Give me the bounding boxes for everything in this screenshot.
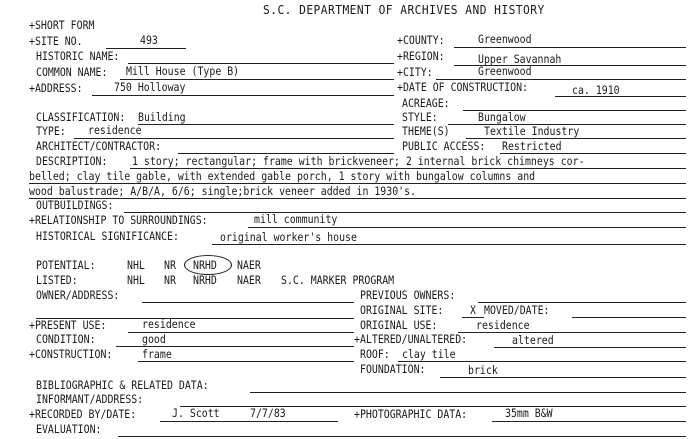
listed-option-nr[interactable]: NR — [164, 273, 176, 287]
roof-label: ROOF: — [360, 347, 390, 361]
bibliographic-label: BIBLIOGRAPHIC & RELATED DATA: — [36, 378, 209, 392]
description-line-3[interactable]: wood balustrade; A/B/A, 6/6; single;brick veneer added in 1930's. — [29, 184, 417, 198]
altered-unaltered-value[interactable]: altered — [512, 333, 554, 347]
recorded-by-name[interactable]: J. Scott — [172, 406, 220, 420]
style-value[interactable]: Bungalow — [478, 110, 526, 124]
construction-label: +CONSTRUCTION: — [29, 347, 113, 361]
potential-option-nhl[interactable]: NHL — [127, 258, 145, 272]
region-label: +REGION: — [397, 49, 445, 63]
description-line-1[interactable]: 1 story; rectangular; frame with brickveneer; 2 internal brick chimneys cor- — [132, 154, 585, 168]
historic-name-label: HISTORIC NAME: — [36, 49, 120, 63]
condition-label: CONDITION: — [36, 332, 96, 346]
outbuildings-label: OUTBUILDINGS: — [36, 198, 114, 212]
architect-label: ARCHITECT/CONTRACTOR: — [36, 139, 162, 153]
historical-significance-label: HISTORICAL SIGNIFICANCE: — [36, 229, 179, 243]
potential-option-naer[interactable]: NAER — [237, 258, 261, 272]
circled-selection-mark — [184, 255, 232, 275]
site-no-value[interactable]: 493 — [140, 33, 158, 47]
form-title: S.C. DEPARTMENT OF ARCHIVES AND HISTORY — [263, 2, 545, 17]
relationship-value[interactable]: mill community — [254, 212, 338, 226]
public-access-value[interactable]: Restricted — [502, 139, 562, 153]
owner-address-label: OWNER/ADDRESS: — [36, 288, 120, 302]
original-site-value[interactable]: X — [470, 303, 476, 317]
condition-value[interactable]: good — [142, 332, 166, 346]
present-use-label: +PRESENT USE: — [29, 318, 107, 332]
evaluation-label: EVALUATION: — [36, 422, 102, 436]
acreage-label: ACREAGE: — [402, 96, 450, 110]
recorded-by-label: +RECORDED BY/DATE: — [29, 407, 137, 421]
style-label: STYLE: — [402, 110, 438, 124]
original-use-value[interactable]: residence — [476, 318, 530, 332]
photographic-data-label: +PHOTOGRAPHIC DATA: — [354, 407, 468, 421]
recorded-date[interactable]: 7/7/83 — [250, 406, 286, 420]
listed-option-nhl[interactable]: NHL — [127, 273, 145, 287]
listed-option-nrhd[interactable]: NRHD — [193, 273, 217, 287]
common-name-label: COMMON NAME: — [36, 65, 108, 79]
altered-unaltered-label: +ALTERED/UNALTERED: — [354, 332, 468, 346]
roof-value[interactable]: clay tile — [402, 347, 456, 361]
form-name: +SHORT FORM — [29, 18, 95, 32]
county-value[interactable]: Greenwood — [478, 32, 532, 46]
original-use-label: ORIGINAL USE: — [360, 318, 438, 332]
classification-value[interactable]: Building — [138, 110, 186, 124]
themes-label: THEME(S) — [402, 124, 450, 138]
moved-date-label: MOVED/DATE: — [484, 303, 550, 317]
classification-label: CLASSIFICATION: — [36, 110, 126, 124]
previous-owners-label: PREVIOUS OWNERS: — [360, 288, 456, 302]
type-label: TYPE: — [36, 124, 66, 138]
type-value[interactable]: residence — [88, 123, 142, 137]
region-value[interactable]: Upper Savannah — [478, 52, 562, 66]
potential-option-nrhd[interactable]: NRHD — [193, 258, 217, 272]
city-label: +CITY: — [397, 65, 433, 79]
description-line-2[interactable]: belled; clay tile gable, with extended gable porch, 1 story with bungalow columns and — [29, 169, 536, 183]
listed-option-naer[interactable]: NAER — [237, 273, 261, 287]
listed-option-sc-marker[interactable]: S.C. MARKER PROGRAM — [281, 273, 395, 287]
original-site-label: ORIGINAL SITE: — [360, 303, 444, 317]
public-access-label: PUBLIC ACCESS: — [402, 139, 486, 153]
themes-value[interactable]: Textile Industry — [484, 124, 580, 138]
relationship-label: +RELATIONSHIP TO SURROUNDINGS: — [29, 213, 208, 227]
potential-label: POTENTIAL: — [36, 258, 96, 272]
present-use-value[interactable]: residence — [142, 317, 196, 331]
construction-value[interactable]: frame — [142, 347, 172, 361]
potential-option-nr[interactable]: NR — [164, 258, 176, 272]
date-of-construction-label: +DATE OF CONSTRUCTION: — [397, 80, 529, 94]
foundation-label: FOUNDATION: — [360, 362, 426, 376]
foundation-value[interactable]: brick — [468, 363, 498, 377]
informant-label: INFORMANT/ADDRESS: — [36, 392, 144, 406]
listed-label: LISTED: — [36, 273, 78, 287]
common-name-value[interactable]: Mill House (Type B) — [126, 64, 240, 78]
description-label: DESCRIPTION: — [36, 154, 108, 168]
city-value[interactable]: Greenwood — [478, 64, 532, 78]
date-of-construction-value[interactable]: ca. 1910 — [572, 83, 620, 97]
historical-significance-value[interactable]: original worker's house — [220, 230, 357, 244]
site-no-label: +SITE NO. — [29, 34, 83, 48]
county-label: +COUNTY: — [397, 33, 445, 47]
address-label: +ADDRESS: — [29, 81, 83, 95]
address-value[interactable]: 750 Holloway — [114, 80, 186, 94]
photographic-data-value[interactable]: 35mm B&W — [505, 406, 553, 420]
